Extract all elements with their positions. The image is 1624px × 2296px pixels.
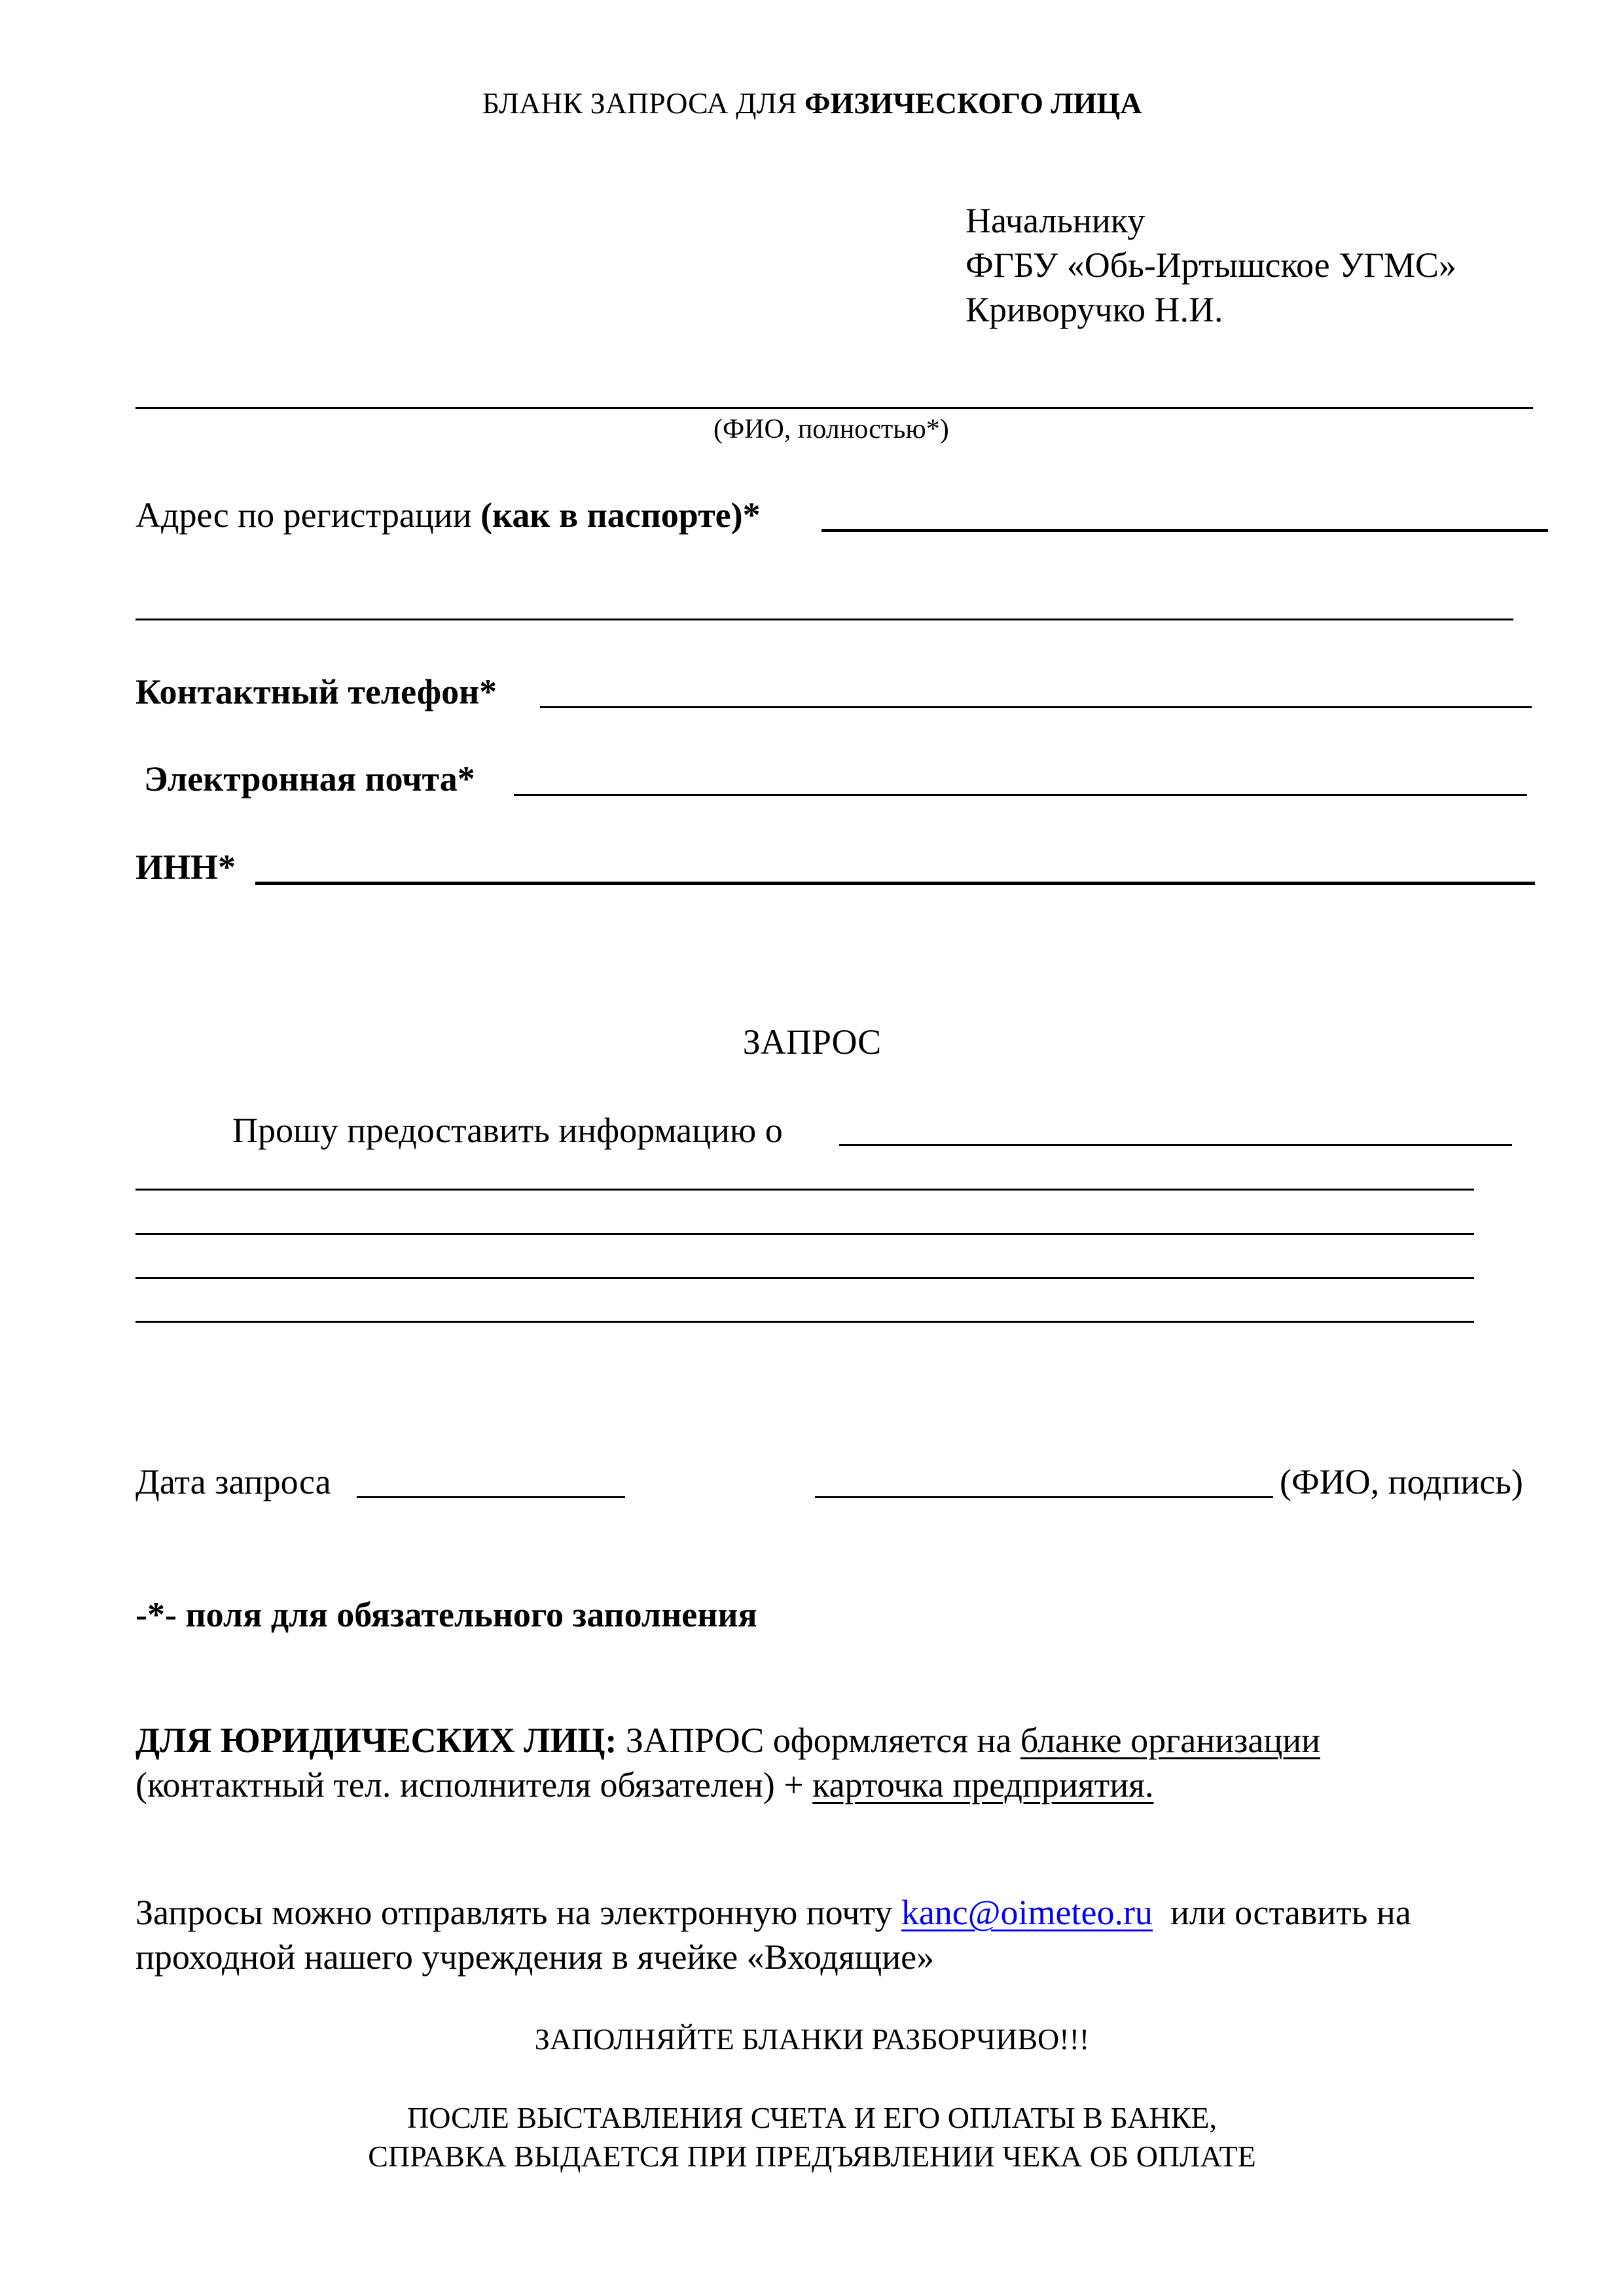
org-letterhead-link: бланке организации [1020,1721,1321,1760]
legibility-notice: ЗАПОЛНЯЙТЕ БЛАНКИ РАЗБОРЧИВО!!! [534,2022,1090,2056]
signature-caption: (ФИО, подпись) [1280,1462,1523,1501]
addressee-line-3: Криворучко Н.И. [965,290,1223,329]
date-input-line[interactable] [357,1496,625,1498]
request-lead: Прошу предоставить информацию о [232,1111,783,1150]
legal-text-1: ЗАПРОС оформляется на [617,1721,1020,1760]
form-title-regular: БЛАНК ЗАПРОСА ДЛЯ [482,86,804,120]
address-label-regular: Адрес по регистрации [135,495,481,535]
request-input-line-1[interactable] [839,1144,1512,1146]
address-input-line[interactable] [821,529,1548,532]
form-title-bold: ФИЗИЧЕСКОГО ЛИЦА [804,86,1142,120]
fio-input-line[interactable] [135,407,1533,409]
payment-notice-line-1: ПОСЛЕ ВЫСТАВЛЕНИЯ СЧЕТА И ЕГО ОПЛАТЫ В БАНКЕ, [407,2101,1217,2134]
send-text-2: или оставить на [1152,1893,1411,1932]
phone-label: Контактный телефон* [135,672,497,711]
email-label: Электронная почта* [144,759,475,798]
form-title [0,88,1624,118]
request-input-line-5[interactable] [135,1321,1474,1323]
legal-entities-note-line-2 [135,1767,1153,1803]
request-input-line-4[interactable] [135,1277,1474,1279]
email-input-line[interactable] [514,794,1527,796]
addressee-line-1: Начальнику [965,201,1146,240]
fio-caption: (ФИО, полностью*) [713,414,949,444]
send-info-line-1 [135,1895,1411,1930]
signature-input-line[interactable] [815,1496,1273,1498]
request-input-line-3[interactable] [135,1233,1474,1235]
legal-entities-note-line-1 [135,1723,1320,1758]
inn-input-line[interactable] [255,882,1535,885]
phone-input-line[interactable] [540,706,1532,708]
required-fields-legend: -*- поля для обязательного заполнения [135,1595,757,1634]
payment-notice-line-2: СПРАВКА ВЫДАЕТСЯ ПРИ ПРЕДЪЯВЛЕНИИ ЧЕКА ОБ ОПЛАТЕ [368,2140,1256,2173]
address-label-bold: (как в паспорте)* [480,495,761,535]
addressee-line-2: ФГБУ «Обь-Иртышское УГМС» [965,245,1456,285]
inn-label: ИНН* [135,848,236,887]
company-card-link: карточка предприятия. [812,1765,1154,1804]
address-label [135,497,761,533]
date-label: Дата запроса [135,1462,331,1501]
request-input-line-2[interactable] [135,1189,1474,1191]
email-link[interactable]: kanc@oimeteo.ru [901,1893,1153,1932]
send-text-1: Запросы можно отправлять на электронную почту [135,1893,901,1932]
request-heading: ЗАПРОС [742,1022,882,1062]
legal-text-2: (контактный тел. исполнителя обязателен) + [135,1765,813,1804]
address-input-line-2[interactable] [135,619,1513,620]
send-info-line-2: проходной нашего учреждения в ячейке «Входящие» [135,1937,935,1977]
legal-entities-heading: ДЛЯ ЮРИДИЧЕСКИХ ЛИЦ: [135,1721,617,1760]
